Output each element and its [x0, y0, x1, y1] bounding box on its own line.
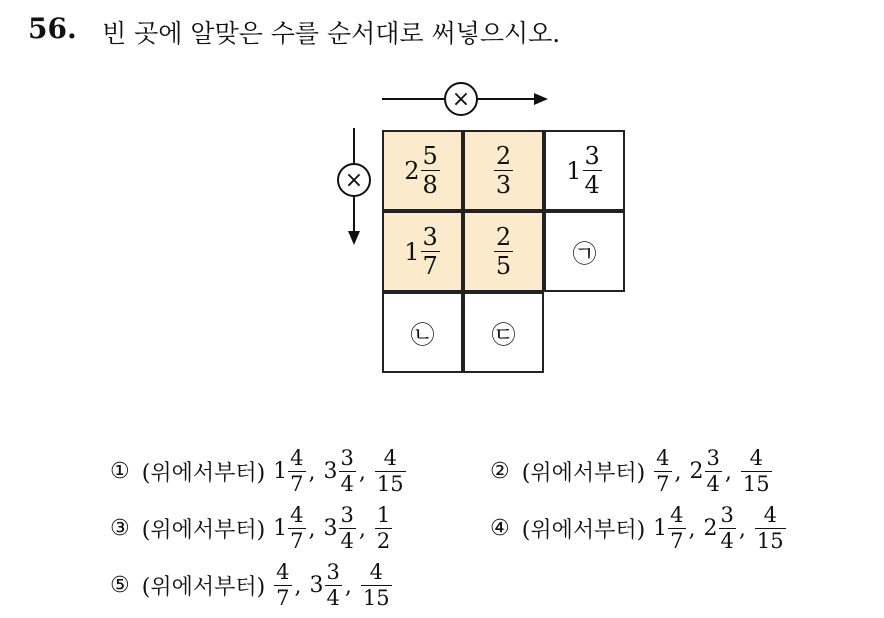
numerator: 5	[422, 142, 438, 170]
choice-prefix: (위에서부터)	[521, 461, 646, 486]
separator: ,	[688, 517, 696, 542]
fraction	[654, 448, 671, 495]
denominator: 7	[422, 252, 438, 280]
numerator: 4	[383, 446, 397, 470]
whole-part: 1	[273, 516, 288, 541]
choice-3[interactable]	[110, 505, 393, 552]
separator: ,	[308, 460, 316, 485]
numerator: 4	[369, 560, 383, 584]
whole-part: 2	[703, 516, 718, 541]
cell-r2c2	[463, 211, 544, 292]
fraction	[705, 448, 722, 495]
numerator: 4	[749, 446, 763, 470]
cell-r1c1	[382, 130, 463, 211]
separator: ,	[294, 574, 302, 599]
choice-prefix: (위에서부터)	[141, 461, 266, 486]
choice-prefix: (위에서부터)	[141, 575, 266, 600]
denominator: 3	[495, 171, 512, 199]
separator: ,	[674, 460, 682, 485]
choice-4[interactable]	[490, 505, 787, 552]
fraction	[421, 225, 440, 278]
cell-r3c2	[463, 292, 544, 373]
denominator: 5	[495, 252, 512, 280]
denominator: 7	[290, 529, 304, 553]
question-number: 56.	[28, 12, 77, 45]
numerator: 3	[340, 503, 354, 527]
numerator: 1	[376, 503, 391, 527]
whole-part: 2	[689, 459, 704, 484]
denominator: 7	[290, 472, 304, 496]
denominator: 7	[276, 586, 290, 610]
numerator: 4	[656, 446, 670, 470]
fraction	[339, 505, 356, 552]
choice-number: ④	[490, 516, 510, 541]
fraction	[494, 225, 513, 278]
whole-part: 3	[323, 516, 338, 541]
separator: ,	[358, 460, 366, 485]
fraction	[755, 505, 786, 552]
numerator: 3	[326, 560, 340, 584]
numerator: 4	[290, 446, 304, 470]
whole-part: 1	[273, 459, 288, 484]
denominator: 4	[340, 472, 354, 496]
whole-part: 2	[404, 156, 420, 185]
fraction	[325, 562, 342, 609]
mixed-number	[404, 225, 441, 278]
fraction	[421, 144, 440, 197]
choice-value	[740, 448, 773, 495]
choice-number: ①	[110, 459, 130, 484]
fraction	[494, 144, 513, 197]
cell-r1c2	[463, 130, 544, 211]
blank-marker-digeut: ㉢	[491, 321, 516, 349]
choice-value	[324, 448, 357, 495]
separator: ,	[344, 574, 352, 599]
whole-part: 1	[566, 156, 582, 185]
choice-value	[690, 448, 723, 495]
choice-value	[653, 505, 686, 552]
separator: ,	[308, 517, 316, 542]
left-arrowhead	[348, 231, 360, 245]
choice-value	[754, 505, 787, 552]
denominator: 15	[376, 472, 404, 496]
choice-5[interactable]	[110, 562, 393, 609]
fraction	[741, 448, 772, 495]
whole-part: 3	[309, 573, 324, 598]
cell-r2c1	[382, 211, 463, 292]
fraction	[274, 562, 291, 609]
whole-part: 1	[653, 516, 668, 541]
denominator: 15	[756, 529, 784, 553]
choice-value	[324, 505, 357, 552]
numerator: 4	[290, 503, 304, 527]
multiplication-grid	[382, 130, 626, 374]
denominator: 15	[742, 472, 770, 496]
denominator: 4	[340, 529, 354, 553]
choice-prefix: (위에서부터)	[521, 518, 646, 543]
choice-value	[374, 448, 407, 495]
mixed-number	[404, 144, 441, 197]
numerator: 3	[422, 223, 438, 251]
top-multiply-operator: ×	[444, 82, 478, 116]
numerator: 3	[720, 503, 734, 527]
denominator: 4	[326, 586, 340, 610]
choice-value	[374, 505, 393, 552]
choice-value	[273, 448, 306, 495]
numerator: 2	[495, 223, 512, 251]
cell-r3c1	[382, 292, 463, 373]
choice-2[interactable]	[490, 448, 773, 495]
numerator: 3	[706, 446, 720, 470]
separator: ,	[724, 460, 732, 485]
fraction	[339, 448, 356, 495]
separator: ,	[738, 517, 746, 542]
choice-value	[360, 562, 393, 609]
mixed-number	[566, 144, 603, 197]
whole-part: 3	[323, 459, 338, 484]
choice-value	[273, 562, 292, 609]
whole-part: 1	[404, 237, 420, 266]
numerator: 4	[670, 503, 684, 527]
choice-1[interactable]	[110, 448, 407, 495]
fraction	[288, 505, 305, 552]
choice-prefix: (위에서부터)	[141, 518, 266, 543]
denominator: 7	[670, 529, 684, 553]
left-multiply-operator: ×	[337, 163, 371, 197]
separator: ,	[358, 517, 366, 542]
numerator: 4	[276, 560, 290, 584]
cell-r2c3	[544, 211, 625, 292]
top-arrowhead	[534, 93, 548, 105]
blank-marker-giyeok: ㉠	[572, 240, 597, 268]
numerator: 3	[584, 142, 600, 170]
cell-r1c3	[544, 130, 625, 211]
denominator: 4	[584, 171, 600, 199]
denominator: 7	[656, 472, 670, 496]
fraction	[583, 144, 602, 197]
choice-value	[653, 448, 672, 495]
denominator: 8	[422, 171, 438, 199]
denominator: 2	[376, 529, 391, 553]
choice-value	[704, 505, 737, 552]
choice-value	[310, 562, 343, 609]
fraction	[719, 505, 736, 552]
fraction	[361, 562, 392, 609]
numerator: 4	[763, 503, 777, 527]
denominator: 15	[362, 586, 390, 610]
blank-marker-nieun: ㉡	[410, 321, 435, 349]
numerator: 2	[495, 142, 512, 170]
numerator: 3	[340, 446, 354, 470]
denominator: 4	[720, 529, 734, 553]
fraction	[668, 505, 685, 552]
choice-value	[273, 505, 306, 552]
fraction	[375, 448, 406, 495]
denominator: 4	[706, 472, 720, 496]
choice-number: ③	[110, 516, 130, 541]
choice-number: ②	[490, 459, 510, 484]
choice-number: ⑤	[110, 573, 130, 598]
fraction	[375, 505, 392, 552]
question-text: 빈 곳에 알맞은 수를 순서대로 써넣으시오.	[102, 19, 561, 48]
fraction	[288, 448, 305, 495]
